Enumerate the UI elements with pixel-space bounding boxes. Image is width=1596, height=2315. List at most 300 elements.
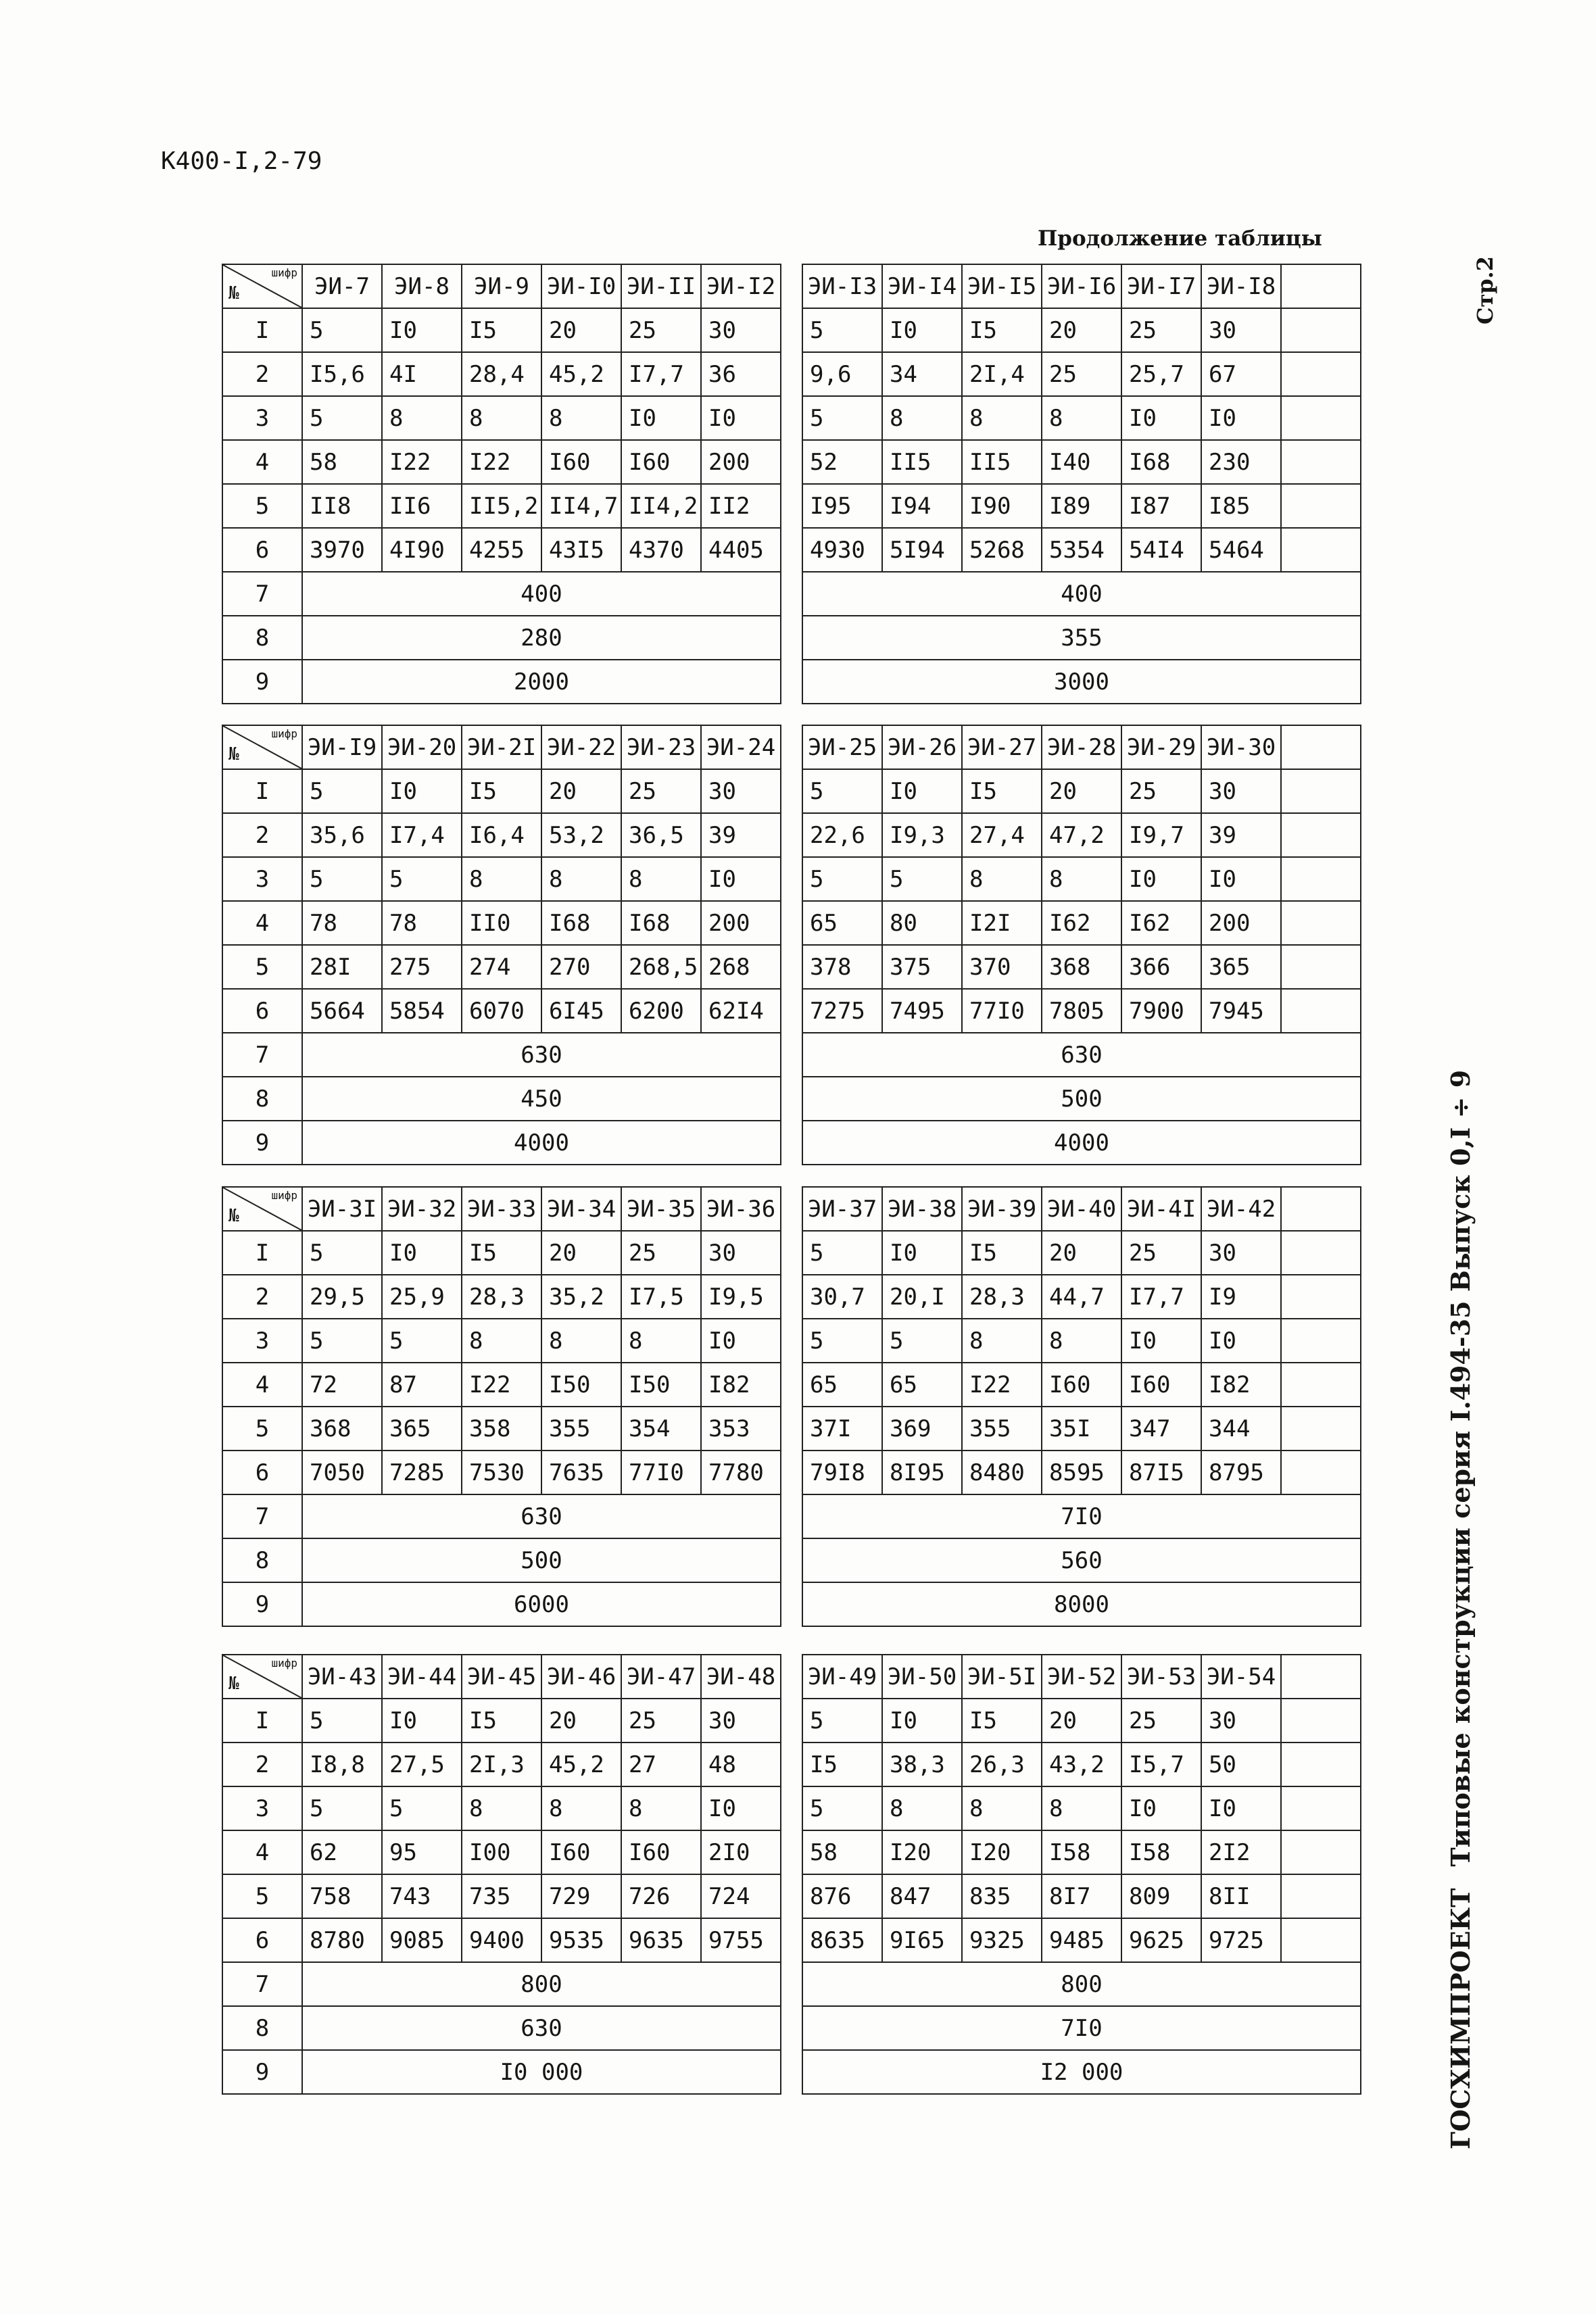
merged-value: 800 [302,1962,781,2006]
table-cell: 358 [462,1407,541,1451]
table-cell: 25,9 [382,1275,462,1319]
table-cell: I0 [701,396,781,440]
row-number: 5 [222,484,302,528]
table-cell: 8 [462,857,541,901]
table-cell: 8 [541,1319,621,1363]
table-cell: 65 [882,1363,962,1407]
table-row [222,1830,781,1874]
table-cell: I0 [382,308,462,352]
table-row [222,901,781,945]
table-row [802,1451,1361,1494]
table-cell: 5 [302,1699,382,1743]
table-cell: I2I [962,901,1042,945]
blank-cell [1281,1363,1361,1407]
merged-row [222,660,781,704]
table-cell: I60 [621,440,701,484]
table-cell: 62 [302,1830,382,1874]
table-cell: 28I [302,945,382,989]
table-cell: 5 [802,857,882,901]
series-text: Типовые конструкции серия I.494-35 Выпуск 0,I ÷ 9 [1445,1069,1476,1867]
table-cell: 22,6 [802,813,882,857]
code-header: ЭИ-42 [1201,1187,1281,1231]
code-header: ЭИ-I9 [302,725,382,769]
table-cell: 39 [1201,813,1281,857]
row-number: 8 [222,616,302,660]
table-cell: 8480 [962,1451,1042,1494]
code-header: ЭИ-44 [382,1655,462,1699]
table-cell: 268,5 [621,945,701,989]
table-cell: 20 [1042,308,1121,352]
code-header: ЭИ-32 [382,1187,462,1231]
blank-cell [1281,264,1361,308]
table-cell: 8 [962,1319,1042,1363]
row-number: 6 [222,528,302,572]
code-header: ЭИ-4I [1121,1187,1201,1231]
blank-cell [1281,1830,1361,1874]
merged-row [802,1077,1361,1121]
table-cell: I68 [1121,440,1201,484]
row-number: 5 [222,1407,302,1451]
table-cell: 729 [541,1874,621,1918]
row-number: 4 [222,901,302,945]
table-cell: 355 [541,1407,621,1451]
blank-cell [1281,440,1361,484]
table-cell: 275 [382,945,462,989]
table-cell: 35I [1042,1407,1121,1451]
table-cell: 5I94 [882,528,962,572]
table-cell: 4255 [462,528,541,572]
code-header: ЭИ-3I [302,1187,382,1231]
table-cell: I0 [1201,1786,1281,1830]
table-cell: 25 [1121,769,1201,813]
row-number: 4 [222,1830,302,1874]
table-row [802,396,1361,440]
code-header: ЭИ-45 [462,1655,541,1699]
table-cell: I0 [701,857,781,901]
table-cell: 77I0 [962,989,1042,1033]
row-number: 8 [222,1538,302,1582]
code-header: ЭИ-50 [882,1655,962,1699]
merged-value: 450 [302,1077,781,1121]
code-header: ЭИ-25 [802,725,882,769]
table-cell: 8 [1042,396,1121,440]
merged-row [802,660,1361,704]
table-cell: I0 [1201,1319,1281,1363]
table-row [802,1275,1361,1319]
table-cell: 30 [1201,1699,1281,1743]
table-cell: I22 [382,440,462,484]
merged-value: 630 [802,1033,1361,1077]
corner-cell [222,1655,302,1699]
table-cell: 378 [802,945,882,989]
table-row [222,1699,781,1743]
table-cell: 230 [1201,440,1281,484]
row-number: 7 [222,1962,302,2006]
table-row [802,308,1361,352]
table-cell: 7050 [302,1451,382,1494]
header-row [802,1655,1361,1699]
table-cell: I68 [541,901,621,945]
row-number: 9 [222,660,302,704]
code-header: ЭИ-28 [1042,725,1121,769]
table-cell: 72 [302,1363,382,1407]
code-header: ЭИ-54 [1201,1655,1281,1699]
table-cell: 5464 [1201,528,1281,572]
table-cell: 3970 [302,528,382,572]
table-cell: 5 [382,1786,462,1830]
table-cell: I0 [1121,1319,1201,1363]
table-cell: 26,3 [962,1743,1042,1786]
table-cell: 30 [701,1699,781,1743]
merged-value: 400 [802,572,1361,616]
continuation-title: Продолжение таблицы [1038,226,1322,251]
merged-value: 630 [302,1494,781,1538]
table-cell: 5854 [382,989,462,1033]
code-header: ЭИ-53 [1121,1655,1201,1699]
table-row [802,1231,1361,1275]
table-cell: 28,3 [962,1275,1042,1319]
merged-row [802,1494,1361,1538]
table-cell: I5 [962,1699,1042,1743]
header-row [222,264,781,308]
table-cell: 726 [621,1874,701,1918]
table-cell: I7,4 [382,813,462,857]
row-number: 7 [222,1033,302,1077]
table-row [802,1319,1361,1363]
table-cell: 30 [1201,1231,1281,1275]
code-header: ЭИ-24 [701,725,781,769]
table-cell: I0 [882,308,962,352]
code-header: ЭИ-9 [462,264,541,308]
merged-value: 500 [802,1077,1361,1121]
table-row [802,945,1361,989]
table-cell: 8 [962,1786,1042,1830]
table-cell: 30 [701,769,781,813]
corner-num-label: № [228,1206,239,1226]
blank-cell [1281,1407,1361,1451]
table-cell: 8595 [1042,1451,1121,1494]
table-cell: 5 [382,1319,462,1363]
header-row [802,264,1361,308]
code-header: ЭИ-5I [962,1655,1042,1699]
table-cell: 6200 [621,989,701,1033]
table-cell: 30 [1201,308,1281,352]
table-cell: 8 [621,1319,701,1363]
merged-row [802,572,1361,616]
merged-value: 7I0 [802,2006,1361,2050]
table-row [222,1319,781,1363]
table-cell: 8 [621,1786,701,1830]
table-cell: 30 [701,1231,781,1275]
table-cell: 7635 [541,1451,621,1494]
table-cell: 5 [802,1319,882,1363]
code-header: ЭИ-23 [621,725,701,769]
row-number: 2 [222,1743,302,1786]
table-cell: 43,2 [1042,1743,1121,1786]
table-cell: 8 [882,1786,962,1830]
table-cell: 34 [882,352,962,396]
table-cell: I9 [1201,1275,1281,1319]
table-cell: 8I7 [1042,1874,1121,1918]
header-row [222,725,781,769]
row-number: 9 [222,1582,302,1626]
code-header: ЭИ-30 [1201,725,1281,769]
table-cell: 6070 [462,989,541,1033]
table-cell: 200 [1201,901,1281,945]
table-cell: I0 [882,1231,962,1275]
table-cell: 25 [621,1699,701,1743]
table-cell: 45,2 [541,1743,621,1786]
table-cell: I62 [1121,901,1201,945]
header-row [802,725,1361,769]
table-cell: 9I65 [882,1918,962,1962]
table-cell: I0 [1201,857,1281,901]
code-header: ЭИ-20 [382,725,462,769]
code-header: ЭИ-46 [541,1655,621,1699]
table-cell: II4,7 [541,484,621,528]
table-cell: 5 [302,396,382,440]
table-cell: 20,I [882,1275,962,1319]
merged-row [222,616,781,660]
table-cell: I00 [462,1830,541,1874]
row-number: 9 [222,2050,302,2094]
table-cell: I0 [1121,396,1201,440]
table-cell: 4I90 [382,528,462,572]
blank-cell [1281,1699,1361,1743]
table-cell: I0 [621,396,701,440]
table-cell: I60 [541,440,621,484]
row-number: 3 [222,396,302,440]
table-cell: I94 [882,484,962,528]
table-cell: 7900 [1121,989,1201,1033]
blank-cell [1281,1451,1361,1494]
table-cell: 8I95 [882,1451,962,1494]
merged-row [222,1077,781,1121]
table-cell: 20 [1042,769,1121,813]
table-cell: 7530 [462,1451,541,1494]
table-cell: 25 [1121,1699,1201,1743]
merged-row [802,1582,1361,1626]
table-cell: 30 [1201,769,1281,813]
table-cell: 87I5 [1121,1451,1201,1494]
table-cell: 5 [802,769,882,813]
table-cell: 80 [882,901,962,945]
code-header: ЭИ-I5 [962,264,1042,308]
row-number: I [222,769,302,813]
table-cell: 5 [802,396,882,440]
table-row [802,901,1361,945]
table-cell: 27,5 [382,1743,462,1786]
table-cell: 77I0 [621,1451,701,1494]
table-cell: I5 [962,308,1042,352]
section-4-left-table [222,1654,781,2095]
code-header: ЭИ-40 [1042,1187,1121,1231]
table-cell: 8 [462,1319,541,1363]
table-cell: 8 [541,396,621,440]
code-header: ЭИ-27 [962,725,1042,769]
table-cell: 9085 [382,1918,462,1962]
table-cell: 9635 [621,1918,701,1962]
table-cell: 2I,3 [462,1743,541,1786]
code-header: ЭИ-I3 [802,264,882,308]
table-row [802,1786,1361,1830]
table-cell: 365 [382,1407,462,1451]
table-row [222,1407,781,1451]
table-cell: 368 [1042,945,1121,989]
code-header: ЭИ-I7 [1121,264,1201,308]
table-cell: 375 [882,945,962,989]
code-header: ЭИ-39 [962,1187,1042,1231]
merged-value: I2 000 [802,2050,1361,2094]
document-code: К400-I,2-79 [161,147,322,175]
table-cell: 8 [382,396,462,440]
table-cell: 6I45 [541,989,621,1033]
blank-cell [1281,352,1361,396]
table-row [802,484,1361,528]
table-cell: 5 [882,1319,962,1363]
blank-cell [1281,1918,1361,1962]
table-cell: I82 [701,1363,781,1407]
row-number: 5 [222,1874,302,1918]
table-cell: I5 [962,769,1042,813]
merged-row [802,1121,1361,1165]
table-cell: 369 [882,1407,962,1451]
table-cell: 5 [302,1231,382,1275]
code-header: ЭИ-43 [302,1655,382,1699]
table-cell: I58 [1042,1830,1121,1874]
code-header: ЭИ-34 [541,1187,621,1231]
table-cell: 809 [1121,1874,1201,1918]
merged-row [222,2006,781,2050]
table-cell: I0 [882,769,962,813]
merged-value: 3000 [802,660,1361,704]
table-cell: 5 [802,1231,882,1275]
row-number: I [222,308,302,352]
row-number: 3 [222,1786,302,1830]
code-header: ЭИ-36 [701,1187,781,1231]
table-cell: 87 [382,1363,462,1407]
table-cell: 9535 [541,1918,621,1962]
section-3-right-table [802,1186,1361,1627]
table-cell: 8 [882,396,962,440]
row-number: 6 [222,1451,302,1494]
table-cell: 4370 [621,528,701,572]
code-header: ЭИ-8 [382,264,462,308]
table-cell: I0 [701,1319,781,1363]
row-number: I [222,1231,302,1275]
corner-num-label: № [228,283,239,303]
section-3-left-table [222,1186,781,1627]
table-cell: 78 [382,901,462,945]
table-row [222,1363,781,1407]
table-row [802,1407,1361,1451]
table-cell: 7275 [802,989,882,1033]
table-cell: I0 [382,1231,462,1275]
row-number: 6 [222,1918,302,1962]
blank-cell [1281,1187,1361,1231]
merged-row [802,1962,1361,2006]
table-row [802,1874,1361,1918]
table-cell: 43I5 [541,528,621,572]
table-cell: I95 [802,484,882,528]
table-cell: I40 [1042,440,1121,484]
blank-cell [1281,396,1361,440]
table-row [802,989,1361,1033]
table-row [222,440,781,484]
table-cell: I8,8 [302,1743,382,1786]
table-cell: 8795 [1201,1451,1281,1494]
corner-num-label: № [228,744,239,764]
code-header: ЭИ-2I [462,725,541,769]
table-cell: 35,2 [541,1275,621,1319]
table-cell: II2 [701,484,781,528]
table-cell: 2I0 [701,1830,781,1874]
table-cell: 8 [962,396,1042,440]
table-cell: I0 [1201,396,1281,440]
table-cell: I5 [462,308,541,352]
table-cell: II5 [962,440,1042,484]
table-cell: 347 [1121,1407,1201,1451]
table-cell: I22 [462,440,541,484]
merged-row [222,1033,781,1077]
table-cell: 28,4 [462,352,541,396]
table-cell: I87 [1121,484,1201,528]
blank-cell [1281,725,1361,769]
header-row [222,1187,781,1231]
merged-value: 630 [302,1033,781,1077]
merged-row [222,1582,781,1626]
table-cell: 20 [541,308,621,352]
code-header: ЭИ-38 [882,1187,962,1231]
table-cell: 8 [462,396,541,440]
table-row [802,1918,1361,1962]
table-cell: 8 [541,1786,621,1830]
code-header: ЭИ-33 [462,1187,541,1231]
table-row [222,308,781,352]
row-number: 2 [222,813,302,857]
table-cell: 20 [541,769,621,813]
table-cell: 847 [882,1874,962,1918]
table-cell: 36,5 [621,813,701,857]
table-cell: 7805 [1042,989,1121,1033]
blank-cell [1281,813,1361,857]
table-cell: I50 [621,1363,701,1407]
table-cell: 5 [302,857,382,901]
table-cell: I20 [962,1830,1042,1874]
table-cell: 5354 [1042,528,1121,572]
blank-cell [1281,1786,1361,1830]
table-cell: 36 [701,352,781,396]
table-cell: I0 [382,769,462,813]
table-row [222,1874,781,1918]
code-header: ЭИ-I2 [701,264,781,308]
row-number: 4 [222,440,302,484]
table-cell: I82 [1201,1363,1281,1407]
row-number: 4 [222,1363,302,1407]
table-cell: I89 [1042,484,1121,528]
table-cell: II5 [882,440,962,484]
table-cell: 20 [541,1699,621,1743]
blank-cell [1281,1655,1361,1699]
table-cell: I5,7 [1121,1743,1201,1786]
table-cell: 20 [541,1231,621,1275]
row-number: 3 [222,1319,302,1363]
table-cell: 5 [302,1786,382,1830]
table-cell: 65 [802,1363,882,1407]
table-cell: 44,7 [1042,1275,1121,1319]
table-cell: 5 [302,769,382,813]
row-number: 2 [222,352,302,396]
